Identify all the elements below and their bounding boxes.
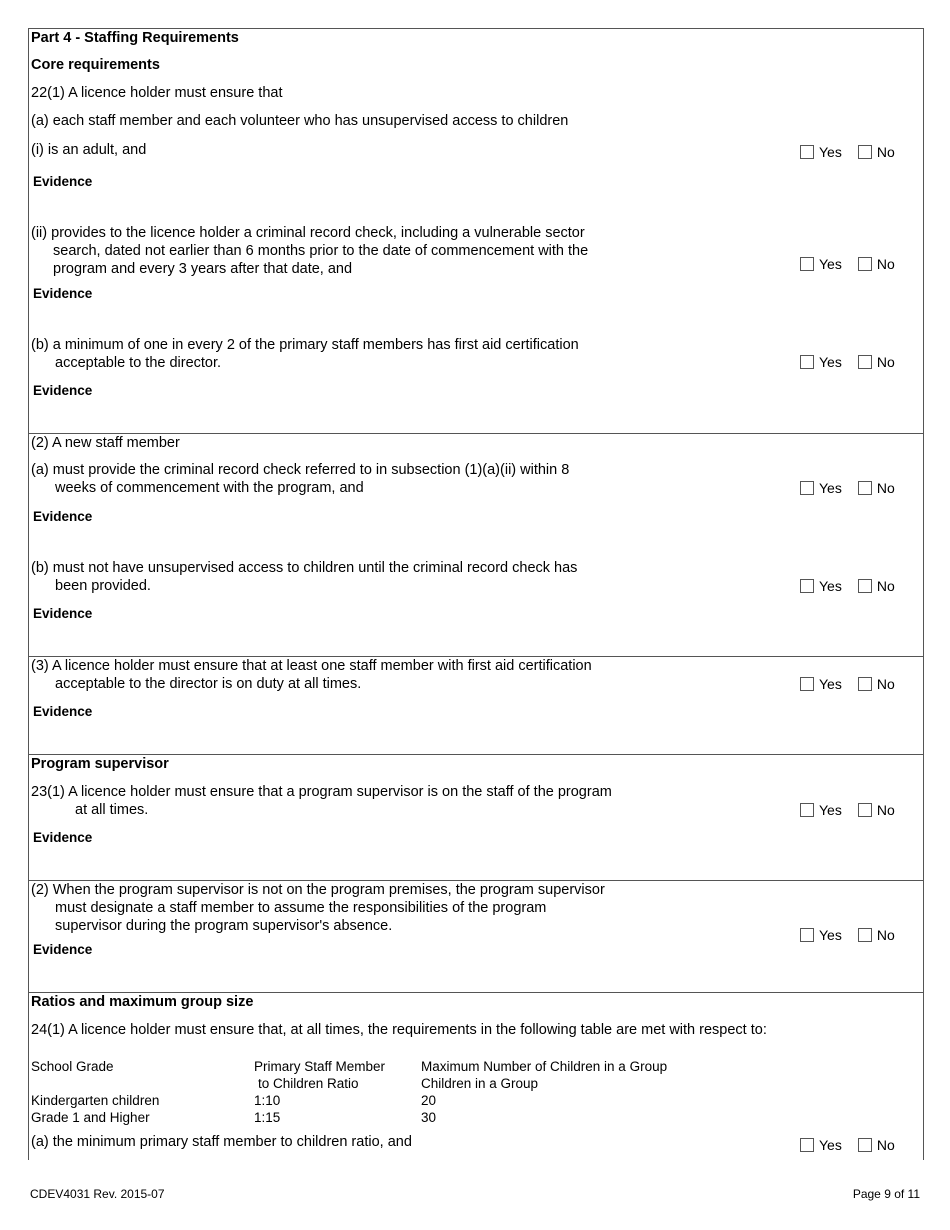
yes-no-22-1-a-ii <box>800 256 895 272</box>
table-cell-max: 20 <box>421 1093 437 1108</box>
ratios-heading: Ratios and maximum group size <box>31 994 254 1010</box>
section-23-2-line3: supervisor during the program supervisor's absence. <box>55 918 393 934</box>
no-label: No <box>876 144 895 160</box>
no-checkbox[interactable] <box>858 257 872 271</box>
section-22-1-a: (a) each staff member and each volunteer who has unsupervised access to children <box>31 113 569 129</box>
col-school-grade-header: School Grade <box>31 1059 114 1074</box>
evidence-label: Evidence <box>33 606 93 621</box>
section-23-1-line2: at all times. <box>75 802 149 818</box>
section-22-1-a-i: (i) is an adult, and <box>31 142 147 158</box>
yes-no-22-1-a-i <box>800 144 895 160</box>
page-number: Page 9 of 11 <box>852 1187 920 1201</box>
section-23-2 <box>31 881 605 935</box>
no-label: No <box>876 256 895 272</box>
yes-label: Yes <box>819 578 842 594</box>
no-checkbox[interactable] <box>858 1138 872 1152</box>
evidence-label: Evidence <box>33 383 93 398</box>
yes-checkbox[interactable] <box>800 257 814 271</box>
section-22-1-a-ii-line1: (ii) provides to the licence holder a criminal record check, including a vulnerable sector <box>31 225 585 241</box>
no-checkbox[interactable] <box>858 145 872 159</box>
col-max-header-line1: Maximum Number of Children in a Group <box>421 1059 668 1074</box>
no-label: No <box>876 354 895 370</box>
yes-no-24-1-a <box>800 1137 895 1153</box>
evidence-label: Evidence <box>33 509 93 524</box>
section-22-2-a-line2: weeks of commencement with the program, and <box>55 480 364 496</box>
no-checkbox[interactable] <box>858 803 872 817</box>
no-label: No <box>876 578 895 594</box>
yes-label: Yes <box>819 1137 842 1153</box>
yes-no-23-1 <box>800 802 895 818</box>
section-24-1: 24(1) A licence holder must ensure that, at all times, the requirements in the following table are met with respect to: <box>31 1022 767 1038</box>
yes-no-22-2-a <box>800 480 895 496</box>
yes-checkbox[interactable] <box>800 145 814 159</box>
no-checkbox[interactable] <box>858 355 872 369</box>
yes-label: Yes <box>819 480 842 496</box>
col-max-header <box>421 1058 667 1092</box>
section-22-3 <box>31 657 592 693</box>
yes-label: Yes <box>819 144 842 160</box>
yes-label: Yes <box>819 676 842 692</box>
section-22-1-b-line2: acceptable to the director. <box>55 355 222 371</box>
section-22-2-b <box>31 559 577 595</box>
yes-checkbox[interactable] <box>800 1138 814 1152</box>
evidence-label: Evidence <box>33 942 93 957</box>
section-23-1-line1: 23(1) A licence holder must ensure that a program supervisor is on the staff of the program <box>31 784 612 800</box>
evidence-label: Evidence <box>33 286 93 301</box>
evidence-label: Evidence <box>33 174 93 189</box>
no-checkbox[interactable] <box>858 677 872 691</box>
yes-checkbox[interactable] <box>800 579 814 593</box>
section-22-1-a-ii-line2: search, dated not earlier than 6 months prior to the date of commencement with the <box>53 243 589 259</box>
section-23-2-line2: must designate a staff member to assume the responsibilities of the program <box>55 900 547 916</box>
part-title: Part 4 - Staffing Requirements <box>31 30 239 46</box>
yes-label: Yes <box>819 927 842 943</box>
col-ratio-header-line2: to Children Ratio <box>258 1076 359 1091</box>
yes-label: Yes <box>819 256 842 272</box>
yes-checkbox[interactable] <box>800 481 814 495</box>
col-ratio-header-line1: Primary Staff Member <box>254 1059 386 1074</box>
section-22-3-line1: (3) A licence holder must ensure that at least one staff member with first aid certification <box>31 658 592 674</box>
no-checkbox[interactable] <box>858 481 872 495</box>
yes-label: Yes <box>819 802 842 818</box>
no-checkbox[interactable] <box>858 928 872 942</box>
section-22-1-b-line1: (b) a minimum of one in every 2 of the primary staff members has first aid certification <box>31 337 579 353</box>
section-22-2-a-line1: (a) must provide the criminal record check referred to in subsection (1)(a)(ii) within 8 <box>31 462 570 478</box>
section-24-1-a: (a) the minimum primary staff member to children ratio, and <box>31 1134 412 1150</box>
section-22-1-a-ii-line3: program and every 3 years after that date, and <box>53 261 353 277</box>
no-label: No <box>876 927 895 943</box>
evidence-label: Evidence <box>33 704 93 719</box>
col-max-header-line2: Children in a Group <box>421 1076 539 1091</box>
evidence-label: Evidence <box>33 830 93 845</box>
yes-checkbox[interactable] <box>800 677 814 691</box>
yes-checkbox[interactable] <box>800 928 814 942</box>
section-23-1 <box>31 783 612 819</box>
no-checkbox[interactable] <box>858 579 872 593</box>
no-label: No <box>876 480 895 496</box>
section-22-3-line2: acceptable to the director is on duty at all times. <box>55 676 362 692</box>
yes-no-23-2 <box>800 927 895 943</box>
table-cell-max: 30 <box>421 1110 437 1125</box>
section-23-2-line1: (2) When the program supervisor is not on the program premises, the program supervisor <box>31 882 605 898</box>
section-22-1-b <box>31 336 579 372</box>
col-ratio-header <box>254 1058 385 1092</box>
no-label: No <box>876 676 895 692</box>
form-code: CDEV4031 Rev. 2015-07 <box>30 1187 165 1201</box>
yes-no-22-1-b <box>800 354 895 370</box>
program-supervisor-heading: Program supervisor <box>31 756 169 772</box>
no-label: No <box>876 1137 895 1153</box>
table-cell-grade: Grade 1 and Higher <box>31 1110 150 1125</box>
core-requirements-heading: Core requirements <box>31 57 160 73</box>
table-cell-grade: Kindergarten children <box>31 1093 160 1108</box>
yes-no-22-3 <box>800 676 895 692</box>
yes-checkbox[interactable] <box>800 355 814 369</box>
table-cell-ratio: 1:10 <box>254 1093 281 1108</box>
section-22-2-b-line2: been provided. <box>55 578 151 594</box>
section-22-2-a <box>31 461 569 497</box>
section-22-1-a-ii <box>31 224 588 278</box>
yes-no-22-2-b <box>800 578 895 594</box>
section-22-2: (2) A new staff member <box>31 435 180 451</box>
section-22-2-b-line1: (b) must not have unsupervised access to children until the criminal record check has <box>31 560 578 576</box>
yes-label: Yes <box>819 354 842 370</box>
section-22-1: 22(1) A licence holder must ensure that <box>31 85 283 101</box>
table-cell-ratio: 1:15 <box>254 1110 281 1125</box>
no-label: No <box>876 802 895 818</box>
yes-checkbox[interactable] <box>800 803 814 817</box>
